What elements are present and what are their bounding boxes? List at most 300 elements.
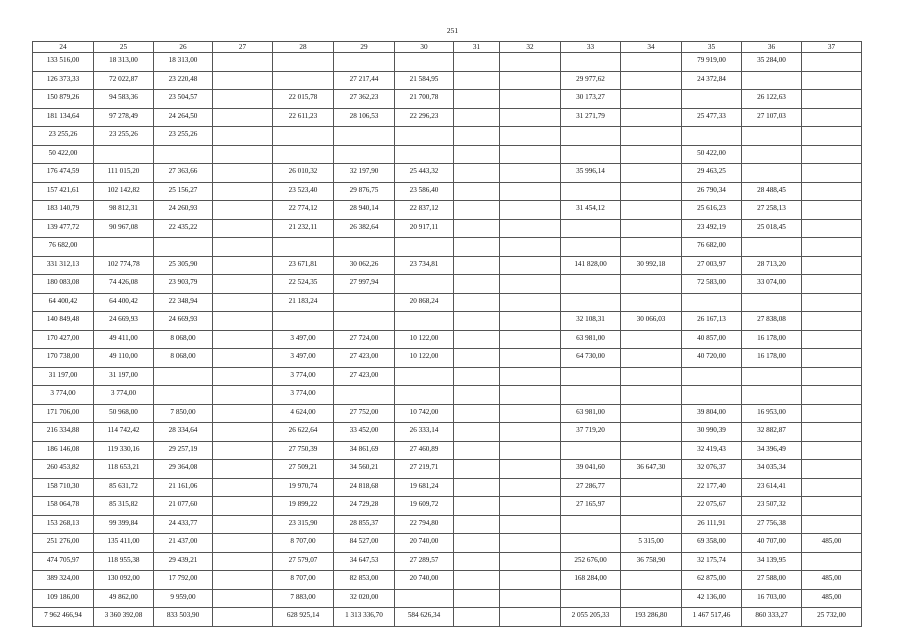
table-cell: 23 614,41 bbox=[742, 478, 802, 497]
table-cell bbox=[742, 386, 802, 405]
table-cell: 30 062,26 bbox=[334, 256, 395, 275]
table-cell bbox=[334, 127, 395, 146]
table-cell: 16 703,00 bbox=[742, 589, 802, 608]
table-cell bbox=[213, 423, 273, 442]
table-cell: 34 647,53 bbox=[334, 552, 395, 571]
table-cell: 111 015,20 bbox=[94, 164, 154, 183]
column-header: 27 bbox=[213, 42, 273, 53]
table-cell bbox=[454, 275, 500, 294]
table-cell bbox=[213, 145, 273, 164]
table-cell: 94 583,36 bbox=[94, 90, 154, 109]
table-cell bbox=[802, 201, 862, 220]
table-cell: 28 334,64 bbox=[154, 423, 213, 442]
table-cell bbox=[621, 349, 682, 368]
table-cell bbox=[621, 90, 682, 109]
table-cell bbox=[802, 127, 862, 146]
table-row bbox=[33, 478, 862, 497]
table-cell bbox=[802, 386, 862, 405]
table-cell bbox=[561, 534, 621, 553]
table-cell bbox=[742, 164, 802, 183]
table-cell: 26 790,34 bbox=[682, 182, 742, 201]
table-cell: 49 411,00 bbox=[94, 330, 154, 349]
table-row bbox=[33, 552, 862, 571]
table-cell bbox=[213, 571, 273, 590]
table-cell: 25 732,00 bbox=[802, 608, 862, 627]
table-cell: 118 653,21 bbox=[94, 460, 154, 479]
table-cell bbox=[213, 460, 273, 479]
table-cell: 28 855,37 bbox=[334, 515, 395, 534]
table-cell bbox=[621, 108, 682, 127]
table-cell bbox=[500, 164, 561, 183]
table-cell bbox=[561, 219, 621, 238]
table-cell: 252 676,00 bbox=[561, 552, 621, 571]
table-cell bbox=[802, 145, 862, 164]
table-cell: 8 707,00 bbox=[273, 571, 334, 590]
table-cell: 27 286,77 bbox=[561, 478, 621, 497]
table-cell: 82 853,00 bbox=[334, 571, 395, 590]
table-cell: 26 122,63 bbox=[742, 90, 802, 109]
table-cell bbox=[802, 515, 862, 534]
table-cell bbox=[621, 238, 682, 257]
table-cell: 74 426,08 bbox=[94, 275, 154, 294]
table-cell bbox=[802, 108, 862, 127]
table-cell: 99 399,84 bbox=[94, 515, 154, 534]
table-cell: 28 940,14 bbox=[334, 201, 395, 220]
table-cell bbox=[454, 571, 500, 590]
table-cell bbox=[454, 423, 500, 442]
table-cell: 49 110,00 bbox=[94, 349, 154, 368]
table-cell bbox=[500, 423, 561, 442]
table-cell: 118 955,38 bbox=[94, 552, 154, 571]
table-cell: 64 400,42 bbox=[33, 293, 94, 312]
table-cell bbox=[334, 386, 395, 405]
table-cell: 29 977,62 bbox=[561, 71, 621, 90]
table-cell: 34 861,69 bbox=[334, 441, 395, 460]
table-cell bbox=[500, 71, 561, 90]
table-cell bbox=[621, 515, 682, 534]
table-cell: 35 996,14 bbox=[561, 164, 621, 183]
table-cell bbox=[395, 275, 454, 294]
table-cell bbox=[500, 349, 561, 368]
table-cell: 27 460,89 bbox=[395, 441, 454, 460]
table-cell bbox=[454, 293, 500, 312]
table-cell bbox=[395, 145, 454, 164]
table-row bbox=[33, 404, 862, 423]
table-cell: 23 220,48 bbox=[154, 71, 213, 90]
table-cell: 18 313,00 bbox=[94, 53, 154, 72]
table-cell bbox=[500, 182, 561, 201]
table-cell bbox=[213, 256, 273, 275]
column-header: 29 bbox=[334, 42, 395, 53]
table-cell bbox=[742, 367, 802, 386]
table-cell: 331 312,13 bbox=[33, 256, 94, 275]
table-cell: 8 068,00 bbox=[154, 330, 213, 349]
table-cell: 63 981,00 bbox=[561, 404, 621, 423]
table-cell: 3 497,00 bbox=[273, 330, 334, 349]
table-cell bbox=[500, 441, 561, 460]
table-cell bbox=[500, 497, 561, 516]
table-cell: 168 284,00 bbox=[561, 571, 621, 590]
table-cell bbox=[561, 515, 621, 534]
table-cell bbox=[454, 404, 500, 423]
table-cell bbox=[334, 312, 395, 331]
table-cell: 216 334,88 bbox=[33, 423, 94, 442]
table-cell bbox=[621, 201, 682, 220]
table-cell: 24 264,50 bbox=[154, 108, 213, 127]
table-cell bbox=[395, 127, 454, 146]
table-cell bbox=[454, 589, 500, 608]
table-cell: 7 883,00 bbox=[273, 589, 334, 608]
table-cell: 3 774,00 bbox=[94, 386, 154, 405]
table-cell: 27 752,00 bbox=[334, 404, 395, 423]
table-cell: 24 433,77 bbox=[154, 515, 213, 534]
table-cell: 27 750,39 bbox=[273, 441, 334, 460]
table-cell: 27 423,00 bbox=[334, 367, 395, 386]
table-cell: 31 454,12 bbox=[561, 201, 621, 220]
table-cell: 176 474,59 bbox=[33, 164, 94, 183]
table-cell: 31 197,00 bbox=[33, 367, 94, 386]
table-cell: 133 516,00 bbox=[33, 53, 94, 72]
table-cell: 9 959,00 bbox=[154, 589, 213, 608]
table-cell: 30 066,03 bbox=[621, 312, 682, 331]
table-cell bbox=[213, 312, 273, 331]
table-cell: 23 315,90 bbox=[273, 515, 334, 534]
table-cell bbox=[454, 608, 500, 627]
table-cell bbox=[621, 589, 682, 608]
table-cell bbox=[621, 441, 682, 460]
table-cell bbox=[621, 367, 682, 386]
table-cell: 21 584,95 bbox=[395, 71, 454, 90]
table-cell: 114 742,42 bbox=[94, 423, 154, 442]
table-cell: 158 710,30 bbox=[33, 478, 94, 497]
table-cell bbox=[802, 90, 862, 109]
table-cell: 26 333,14 bbox=[395, 423, 454, 442]
column-header: 25 bbox=[94, 42, 154, 53]
table-row bbox=[33, 312, 862, 331]
table-cell bbox=[454, 478, 500, 497]
table-cell: 157 421,61 bbox=[33, 182, 94, 201]
table-cell bbox=[500, 552, 561, 571]
table-cell: 3 360 392,08 bbox=[94, 608, 154, 627]
column-header: 35 bbox=[682, 42, 742, 53]
table-cell: 24 372,84 bbox=[682, 71, 742, 90]
table-cell: 40 857,00 bbox=[682, 330, 742, 349]
table-cell: 18 313,00 bbox=[154, 53, 213, 72]
table-cell: 30 173,27 bbox=[561, 90, 621, 109]
table-cell: 23 507,32 bbox=[742, 497, 802, 516]
table-cell bbox=[454, 367, 500, 386]
table-cell bbox=[454, 441, 500, 460]
table-cell: 126 373,33 bbox=[33, 71, 94, 90]
column-header: 28 bbox=[273, 42, 334, 53]
table-cell bbox=[500, 515, 561, 534]
table-cell: 21 183,24 bbox=[273, 293, 334, 312]
table-cell: 37 719,20 bbox=[561, 423, 621, 442]
table-cell bbox=[500, 312, 561, 331]
table-cell: 62 875,00 bbox=[682, 571, 742, 590]
table-cell bbox=[621, 127, 682, 146]
table-cell: 85 631,72 bbox=[94, 478, 154, 497]
table-cell: 25 616,23 bbox=[682, 201, 742, 220]
table-cell bbox=[561, 441, 621, 460]
table-cell: 23 671,81 bbox=[273, 256, 334, 275]
table-cell bbox=[454, 53, 500, 72]
table-row bbox=[33, 330, 862, 349]
table-cell: 186 146,08 bbox=[33, 441, 94, 460]
table-cell bbox=[213, 404, 273, 423]
table-cell: 119 330,16 bbox=[94, 441, 154, 460]
table-cell: 150 879,26 bbox=[33, 90, 94, 109]
table-cell bbox=[682, 90, 742, 109]
table-cell bbox=[454, 534, 500, 553]
table-cell: 76 682,00 bbox=[33, 238, 94, 257]
table-cell: 27 165,97 bbox=[561, 497, 621, 516]
table-cell bbox=[273, 145, 334, 164]
table-cell: 27 289,57 bbox=[395, 552, 454, 571]
table-cell: 39 041,60 bbox=[561, 460, 621, 479]
table-row bbox=[33, 589, 862, 608]
table-cell: 22 774,12 bbox=[273, 201, 334, 220]
table-cell bbox=[500, 404, 561, 423]
table-row bbox=[33, 182, 862, 201]
table-row bbox=[33, 53, 862, 72]
table-cell bbox=[621, 53, 682, 72]
table-cell: 27 756,38 bbox=[742, 515, 802, 534]
table-cell bbox=[621, 330, 682, 349]
table-cell bbox=[454, 312, 500, 331]
table-cell bbox=[621, 386, 682, 405]
table-cell bbox=[802, 478, 862, 497]
table-cell: 23 903,79 bbox=[154, 275, 213, 294]
table-cell: 485,00 bbox=[802, 571, 862, 590]
table-cell: 29 257,19 bbox=[154, 441, 213, 460]
table-cell: 76 682,00 bbox=[682, 238, 742, 257]
table-cell bbox=[213, 349, 273, 368]
table-cell bbox=[454, 182, 500, 201]
table-cell: 27 258,13 bbox=[742, 201, 802, 220]
table-cell: 24 260,93 bbox=[154, 201, 213, 220]
table-cell bbox=[561, 293, 621, 312]
table-cell: 389 324,00 bbox=[33, 571, 94, 590]
table-cell bbox=[273, 71, 334, 90]
table-total-row bbox=[33, 608, 862, 627]
table-cell bbox=[500, 460, 561, 479]
table-cell: 97 278,49 bbox=[94, 108, 154, 127]
table-cell bbox=[500, 108, 561, 127]
table-cell bbox=[273, 238, 334, 257]
table-cell bbox=[621, 571, 682, 590]
table-cell bbox=[454, 460, 500, 479]
table-cell bbox=[802, 182, 862, 201]
table-cell bbox=[621, 275, 682, 294]
table-cell: 40 720,00 bbox=[682, 349, 742, 368]
table-cell: 7 962 466,94 bbox=[33, 608, 94, 627]
table-cell: 20 740,00 bbox=[395, 534, 454, 553]
table-cell: 171 706,00 bbox=[33, 404, 94, 423]
table-cell bbox=[213, 330, 273, 349]
table-cell bbox=[213, 441, 273, 460]
table-cell bbox=[154, 238, 213, 257]
table-row bbox=[33, 219, 862, 238]
table-cell: 25 305,90 bbox=[154, 256, 213, 275]
table-cell: 28 713,20 bbox=[742, 256, 802, 275]
table-cell bbox=[454, 552, 500, 571]
table-cell bbox=[500, 238, 561, 257]
table-cell bbox=[561, 589, 621, 608]
table-cell: 260 453,82 bbox=[33, 460, 94, 479]
table-row bbox=[33, 349, 862, 368]
table-cell: 22 837,12 bbox=[395, 201, 454, 220]
table-cell: 27 579,07 bbox=[273, 552, 334, 571]
table-cell: 27 219,71 bbox=[395, 460, 454, 479]
table-cell: 34 139,95 bbox=[742, 552, 802, 571]
table-cell bbox=[682, 293, 742, 312]
table-cell bbox=[213, 90, 273, 109]
table-cell bbox=[273, 312, 334, 331]
table-cell bbox=[802, 552, 862, 571]
table-cell: 139 477,72 bbox=[33, 219, 94, 238]
table-cell: 251 276,00 bbox=[33, 534, 94, 553]
table-cell: 33 452,00 bbox=[334, 423, 395, 442]
table-cell bbox=[213, 386, 273, 405]
table-cell bbox=[621, 219, 682, 238]
table-cell: 35 284,00 bbox=[742, 53, 802, 72]
table-cell: 23 255,26 bbox=[154, 127, 213, 146]
table-cell: 25 443,32 bbox=[395, 164, 454, 183]
table-cell bbox=[742, 238, 802, 257]
table-cell: 8 068,00 bbox=[154, 349, 213, 368]
table-cell: 22 611,23 bbox=[273, 108, 334, 127]
table-cell bbox=[395, 367, 454, 386]
table-cell: 69 358,00 bbox=[682, 534, 742, 553]
table-cell: 26 111,91 bbox=[682, 515, 742, 534]
table-cell bbox=[213, 367, 273, 386]
table-cell: 98 812,31 bbox=[94, 201, 154, 220]
table-cell bbox=[802, 330, 862, 349]
table-cell bbox=[454, 330, 500, 349]
table-cell: 23 586,40 bbox=[395, 182, 454, 201]
table-cell bbox=[621, 478, 682, 497]
table-cell bbox=[802, 71, 862, 90]
table-cell: 193 286,80 bbox=[621, 608, 682, 627]
table-cell bbox=[742, 71, 802, 90]
table-cell: 16 953,00 bbox=[742, 404, 802, 423]
column-header: 31 bbox=[454, 42, 500, 53]
column-header: 32 bbox=[500, 42, 561, 53]
table-cell: 36 647,30 bbox=[621, 460, 682, 479]
table-cell bbox=[802, 367, 862, 386]
table-cell bbox=[213, 515, 273, 534]
table-cell: 22 015,78 bbox=[273, 90, 334, 109]
table-cell bbox=[621, 404, 682, 423]
table-cell bbox=[500, 90, 561, 109]
table-row bbox=[33, 108, 862, 127]
table-cell bbox=[802, 219, 862, 238]
table-cell: 8 707,00 bbox=[273, 534, 334, 553]
table-cell bbox=[213, 182, 273, 201]
table-cell bbox=[500, 589, 561, 608]
table-cell: 153 268,13 bbox=[33, 515, 94, 534]
table-cell bbox=[395, 312, 454, 331]
table-cell bbox=[154, 145, 213, 164]
table-cell bbox=[802, 53, 862, 72]
table-cell: 27 423,00 bbox=[334, 349, 395, 368]
table-row bbox=[33, 386, 862, 405]
table-cell: 10 742,00 bbox=[395, 404, 454, 423]
table-cell bbox=[213, 164, 273, 183]
column-header: 26 bbox=[154, 42, 213, 53]
table-cell: 27 509,21 bbox=[273, 460, 334, 479]
table-cell: 64 730,00 bbox=[561, 349, 621, 368]
table-cell: 180 083,08 bbox=[33, 275, 94, 294]
table-cell: 64 400,42 bbox=[94, 293, 154, 312]
table-cell bbox=[802, 349, 862, 368]
table-cell bbox=[213, 201, 273, 220]
table-cell: 32 882,87 bbox=[742, 423, 802, 442]
table-cell: 21 700,78 bbox=[395, 90, 454, 109]
table-cell: 26 010,32 bbox=[273, 164, 334, 183]
table-cell: 21 232,11 bbox=[273, 219, 334, 238]
table-cell bbox=[454, 90, 500, 109]
table-cell: 50 422,00 bbox=[682, 145, 742, 164]
table-cell bbox=[213, 127, 273, 146]
table-row bbox=[33, 164, 862, 183]
table-cell: 10 122,00 bbox=[395, 349, 454, 368]
table-cell: 26 167,13 bbox=[682, 312, 742, 331]
table-cell: 34 560,21 bbox=[334, 460, 395, 479]
table-cell: 19 681,24 bbox=[395, 478, 454, 497]
table-cell bbox=[454, 71, 500, 90]
table-cell: 3 774,00 bbox=[273, 367, 334, 386]
table-cell bbox=[213, 108, 273, 127]
table-cell: 21 161,06 bbox=[154, 478, 213, 497]
table-cell bbox=[454, 145, 500, 164]
table-cell: 22 794,80 bbox=[395, 515, 454, 534]
table-cell bbox=[454, 256, 500, 275]
table-cell bbox=[213, 534, 273, 553]
table-header-row bbox=[33, 42, 862, 53]
table-cell bbox=[621, 182, 682, 201]
table-cell: 36 758,90 bbox=[621, 552, 682, 571]
table-cell bbox=[334, 145, 395, 164]
table-cell bbox=[500, 219, 561, 238]
table-cell: 19 970,74 bbox=[273, 478, 334, 497]
table-cell: 39 804,00 bbox=[682, 404, 742, 423]
column-header: 37 bbox=[802, 42, 862, 53]
table-cell: 23 504,57 bbox=[154, 90, 213, 109]
table-cell: 32 197,90 bbox=[334, 164, 395, 183]
table-cell bbox=[621, 497, 682, 516]
table-cell: 16 178,00 bbox=[742, 349, 802, 368]
table-cell: 23 492,19 bbox=[682, 219, 742, 238]
table-row bbox=[33, 293, 862, 312]
table-cell bbox=[500, 571, 561, 590]
table-cell bbox=[561, 127, 621, 146]
table-cell bbox=[561, 367, 621, 386]
table-cell: 85 315,82 bbox=[94, 497, 154, 516]
table-cell bbox=[454, 238, 500, 257]
table-cell bbox=[500, 201, 561, 220]
table-cell: 33 074,00 bbox=[742, 275, 802, 294]
table-cell: 79 919,00 bbox=[682, 53, 742, 72]
table-cell: 25 156,27 bbox=[154, 182, 213, 201]
table-cell bbox=[395, 386, 454, 405]
table-row bbox=[33, 423, 862, 442]
table-cell: 158 064,78 bbox=[33, 497, 94, 516]
table-cell bbox=[213, 608, 273, 627]
table-cell bbox=[454, 515, 500, 534]
table-cell: 141 828,00 bbox=[561, 256, 621, 275]
